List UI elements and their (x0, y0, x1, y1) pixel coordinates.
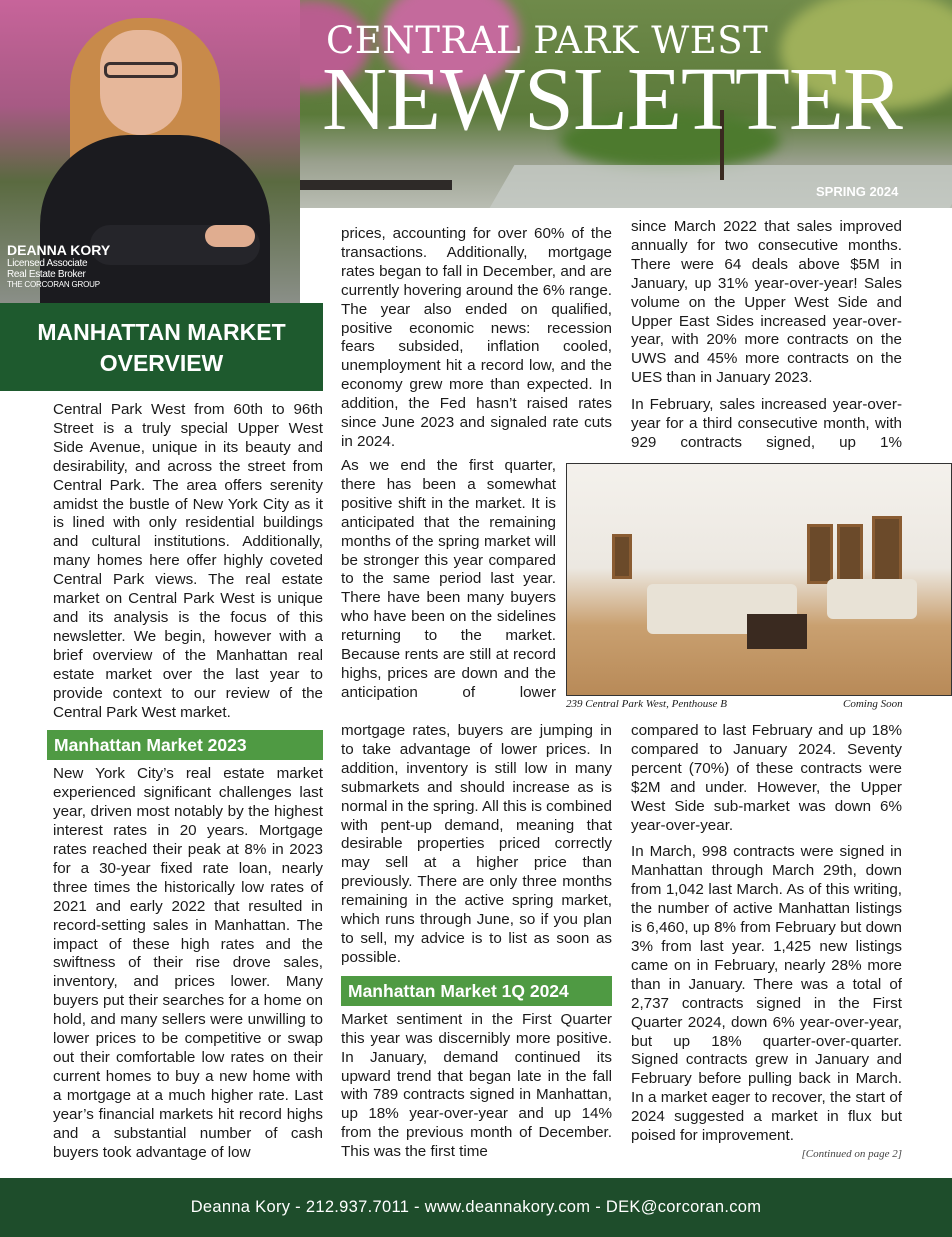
photo-status: Coming Soon (843, 698, 903, 710)
column-1 (53, 401, 323, 1170)
agent-photo (0, 0, 300, 303)
continued-note: [Continued on page 2] (801, 1147, 902, 1160)
column-2-narrow (341, 457, 556, 703)
paragraph: mortgage rates, buyers are jumping in to take advantage of lower prices. In addition, inventory is still low in many submarkets and should increase as is normal in the spring. All this is combined with pent-up demand, meaning that desirable properties priced correctly may sell at a higher price than previously. There are only three months remaining in the active spring market, which runs through June, so if you plan to sell, my advice is to list as soon as possible. (341, 722, 612, 966)
title-line2: NEWSLETTER (322, 50, 902, 149)
photo-caption: 239 Central Park West, Penthouse B (566, 698, 727, 710)
agent-company: THE CORCORAN GROUP (7, 280, 100, 289)
title-line1: CENTRAL PARK WEST (326, 19, 769, 62)
paragraph: since March 2022 that sales improved annually for two consecutive months. There were 64 deals above $5M in January, up 31% year-over-year! Sales volume on the Upper West Side and Upper East Sides increased year-over-year, with 20% more contracts on the UWS and 45% more contracts on the UES than in January 2023. (631, 218, 902, 387)
column-2-bottom (341, 722, 612, 1170)
column-3-top (631, 218, 902, 461)
agent-title: Licensed Associate (7, 258, 88, 269)
paragraph: prices, accounting for over 60% of the transactions. Additionally, mortgage rates began to fall in December, and are currently hovering around the 6% range. The year also ended on qualified, positive economic news: recession fears subsided, inflation cooled, unemployment hit a record low, and the economy grew more than expected. In addition, the Fed hasn’t raised rates since June 2023 and signaled rate cuts in 2024. (341, 225, 613, 450)
column-3-bottom (631, 722, 902, 1161)
agent-title-2: Real Estate Broker (7, 269, 86, 280)
paragraph: In February, sales increased year-over-year for a third consecutive month, with 929 contracts signed, up 1% (631, 396, 902, 451)
paragraph: Market sentiment in the First Quarter this year was discernibly more positive. In January, demand continued its upward trend that began late in the fall with 789 contracts signed in Manhattan, up 18% year-over-year and up 14% from the previous month of December. This was the first time (341, 1010, 612, 1161)
paragraph: New York City’s real estate market experienced significant challenges last year, driven most notably by the highest interest rates in 20 years. Mortgage rates reached their peak at 8% in 2023 for a 30-year fixed rate loan, nearly three times the historically low rates of 2021 and early 2022 that resulted in record-setting sales in Manhattan. The impact of these high rates and the swiftness of their rise drove sales, inventory, and prices lower. Many buyers put their searches for a home on hold, and many sellers were unwilling to lower prices to be competitive or swap out their comfortable low rates on their current homes to buy a new home with a mortgage at a much higher rate. Last year’s financial markets hit record highs and a substantial number of cash buyers took advantage of low (53, 765, 323, 1161)
agent-name: DEANNA KORY (7, 242, 111, 258)
section-title-line2: OVERVIEW (99, 350, 224, 376)
paragraph: compared to last February and up 18% compared to January 2024. Seventy percent (70%) of these contracts were $2M and under. However, the Upper West Side sub-market was down 6% year-over-year. (631, 722, 902, 834)
property-photo (566, 463, 952, 696)
season-label: SPRING 2024 (816, 184, 899, 199)
paragraph: As we end the first quarter, there has been a somewhat positive shift in the market. It is anticipated that the remaining months of the spring market will be stronger this year compared to the same period last year. There have been many buyers who have been on the sidelines returning to the market. Because rents are still at record highs, prices are down and the anticipation of lower (341, 457, 556, 701)
section-title (0, 303, 323, 391)
column-2-top (341, 225, 612, 460)
heading-manhattan-1q-2024: Manhattan Market 1Q 2024 (341, 976, 612, 1006)
heading-manhattan-2023: Manhattan Market 2023 (47, 730, 323, 760)
park-bench (292, 180, 452, 190)
intro-paragraph: Central Park West from 60th to 96th Street is a truly special Upper West Side Avenue, unique in its beauty and desirability, and across the street from Central Park. The area offers serenity amidst the bustle of New York City as it is lined with only residential buildings and cultural institutions. Additionally, many homes here offer highly coveted Central Park views. The real estate market on Central Park West is unique and its analysis is the focus of this newsletter. We begin, however with a brief overview of the Manhattan real estate market over the last year to provide context to our review of the Central Park West market. (53, 401, 323, 721)
section-title-line1: MANHATTAN MARKET (37, 319, 286, 345)
footer-contact: Deanna Kory - 212.937.7011 - www.deannakory.com - DEK@corcoran.com (0, 1178, 952, 1237)
paragraph: In March, 998 contracts were signed in Manhattan through March 29th, down from 1,042 last March. As of this writing, the number of active Manhattan listings is 6,460, up 8% from February but down 3% from last year. 1,425 new listings came on in February, nearly 28% more than in January. There was a total of 2,737 contracts signed in the First Quarter 2024, down 6% year-over-year, but up 18% quarter-over-quarter. Signed contracts grew in January and February before pulling back in March. In a market eager to recover, the start of 2024 suggested a market in flux but poised for improvement. (631, 843, 902, 1145)
agent-credit (7, 242, 110, 290)
